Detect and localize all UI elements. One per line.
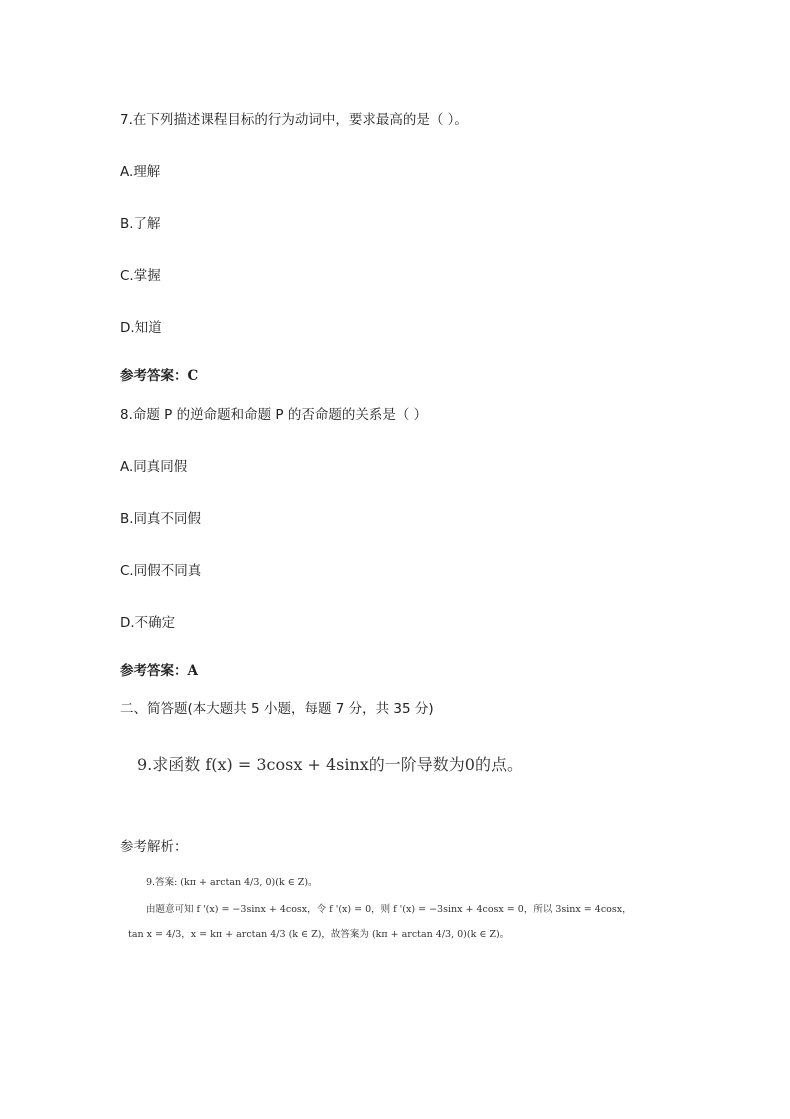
q8-question: 8.命题 P 的逆命题和命题 P 的否命题的关系是（ ）: [120, 407, 428, 423]
solution-line-3: tan x = 4/3，x = kπ + arctan 4/3 (k ∈ Z)，故答案为 (kπ + arctan 4/3, 0)(k ∈ Z)。: [128, 929, 510, 940]
q7-answer: 参考答案：C: [120, 368, 199, 384]
q8-option-c: C.同假不同真: [120, 563, 202, 579]
q8-option-d: D.不确定: [120, 615, 176, 631]
q8-option-a: A.同真同假: [120, 459, 188, 475]
q8-answer: 参考答案：A: [120, 663, 198, 679]
q7-option-b: B.了解: [120, 216, 161, 232]
q7-option-c: C.掌握: [120, 268, 161, 284]
q9-question-image: 9.求函数 f(x) = 3cosx + 4sinx的一阶导数为0的点。: [137, 755, 523, 774]
solution-line-1: 9.答案: (kπ + arctan 4/3, 0)(k ∈ Z)。: [146, 877, 318, 888]
section-title: 二、简答题(本大题共 5 小题，每题 7 分，共 35 分): [120, 701, 434, 717]
q8-option-b: B.同真不同假: [120, 511, 202, 527]
q7-question: 7.在下列描述课程目标的行为动词中，要求最高的是（ ）。: [120, 112, 468, 128]
analysis-label: 参考解析：: [120, 839, 188, 855]
q7-option-d: D.知道: [120, 320, 162, 336]
solution-line-2: 由题意可知 f '(x) = −3sinx + 4cosx，令 f '(x) = 0，则 f '(x) = −3sinx + 4cosx = 0，所以 3sinx = 4cosx，: [146, 904, 632, 915]
q7-option-a: A.理解: [120, 164, 161, 180]
